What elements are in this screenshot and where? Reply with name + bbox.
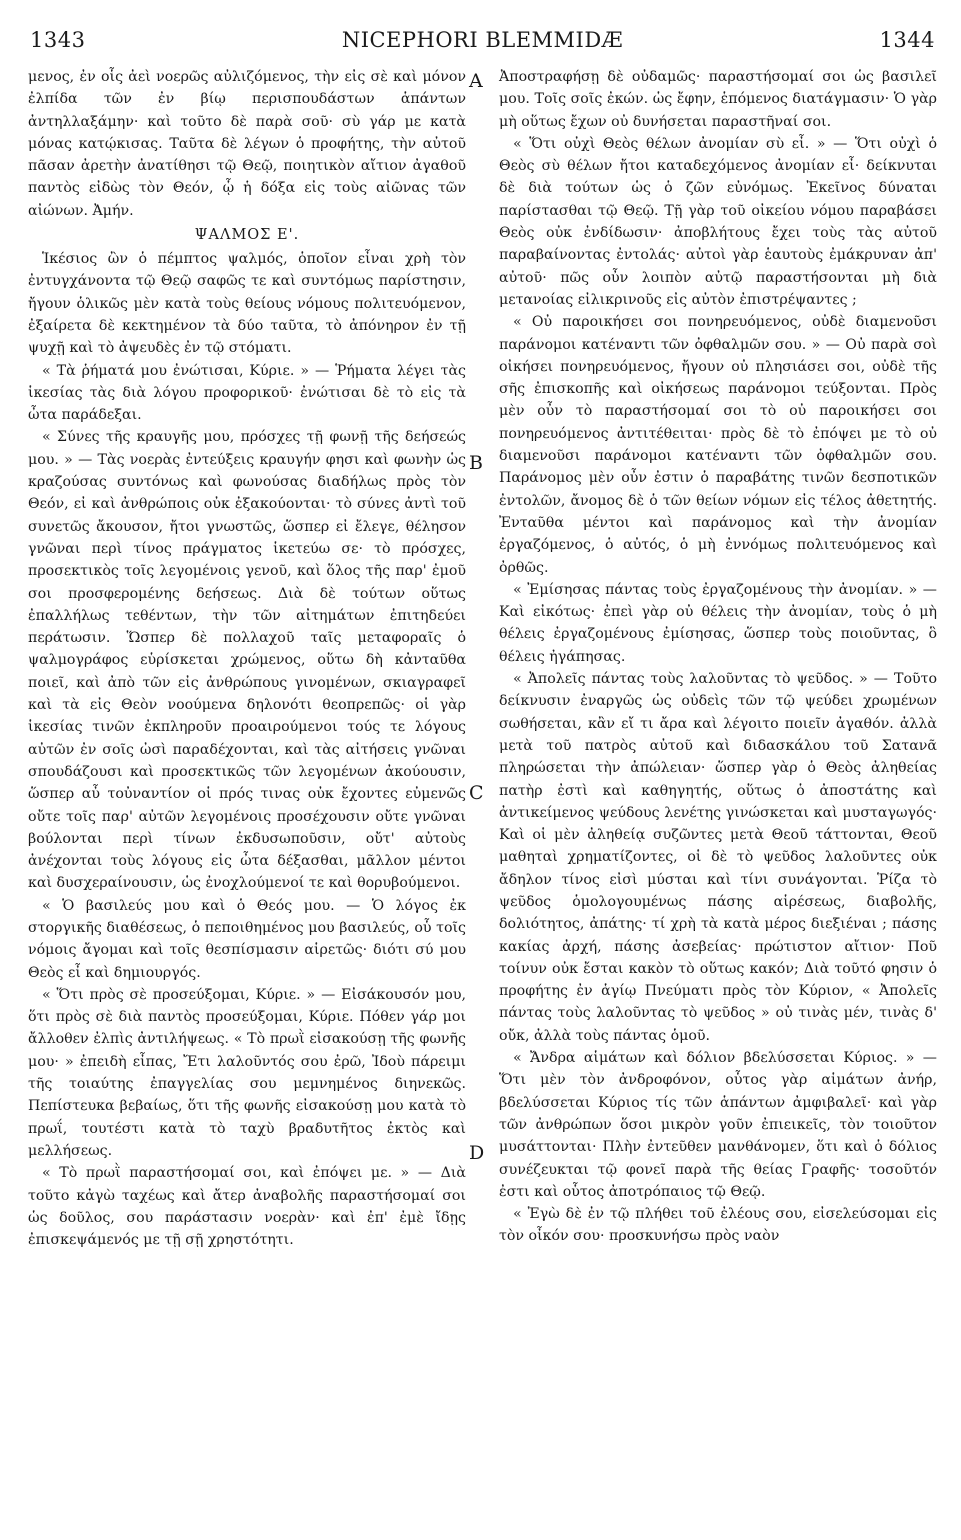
right-column [499, 66, 937, 1248]
paragraph: « Τὰ ῥήματά μου ἐνώτισαι, Κύριε. » — Ῥήματα λέγει τὰς ἱκεσίας τὰς διὰ λόγου προφορικοῦ· ἐνώτισαι δὲ τὸ εἰς τὰ ὦτα παράδεξαι. [28, 362, 466, 424]
paragraph: « Οὐ παροικήσει σοι πονηρευόμενος, οὐδὲ διαμενοῦσι παράνομοι κατέναντι τῶν ὀφθαλμῶν σου. » — Οὐ παρὰ σοὶ οἰκήσει πονηρευόμενος, ἤγουν οὐ πλησιάσει σοι, οὐδὲ τῆς σῆς ἐπισκοπῆς καὶ οἰκήσεως παράνομοι τεύξονται. Πρὸς μὲν οὖν τὸ παραστήσομαί σοι τὸ οὐ παροικήσει σοι πονηρευόμενος ἀντιτέθειται· πρὸς δὲ τὸ ἐπόψει με τὸ οὐ διαμενοῦσι παράνομοι κατέναντι τῶν ὀφθαλμῶν σου. Παράνομος μὲν οὖν ἐστιν ὁ παραβάτης τινῶν δεσποτικῶν ἐντολῶν, ἄνομος δὲ ὁ τῶν θείων νόμων εἰς τέλος ἀθετητής. Ἐνταῦθα μέντοι καὶ παράνομος καὶ τὴν ἀνομίαν ἐργαζόμενος, ὁ αὐτός, ὁ μὴ ἐννόμως πολιτευόμενος καὶ ὀρθῶς. [499, 314, 937, 576]
paragraph: « Ἄνδρα αἱμάτων καὶ δόλιον βδελύσσεται Κύριος. » — Ὅτι μὲν τὸν ἀνδροφόνον, οὗτος γὰρ αἱμάτων ἀνήρ, βδελύσσεται Κύριος τίς τῶν ἁπάντων ἀμφιβαλεῖ· καὶ γὰρ τῶν ἀνθρώπων ὅσοι μικρὸν γοῦν ἐπιεικεῖς, τὸν τοιοῦτον μυσάττονται· Πλὴν ἐντεῦθεν μανθάνομεν, ὅτι καὶ ὁ δόλιος συνέζευκται τῷ φονεῖ παρὰ τῆς θείας Γραφῆς· τοσοῦτόν ἐστι καὶ οὗτος ἀποτρόπαιος τῷ Θεῷ. [499, 1050, 937, 1200]
margin-marker-a: A [469, 70, 483, 92]
page-header [30, 28, 935, 58]
psalm-heading: ΨΑΛΜΟΣ Ε'. [194, 227, 300, 244]
page-number-left: 1343 [30, 28, 86, 52]
paragraph: « Ὅτι οὐχὶ Θεὸς θέλων ἀνομίαν σὺ εἶ. » — Ὅτι οὐχὶ ὁ Θεὸς σὺ θέλων ἤτοι καταδεχόμενος ἀνομίαν εἶ· δείκνυται δὲ διὰ τούτων ὡς ὁ ζῶν εὐνόμως. Ἐκεῖνος δύναται παρίστασθαι τῷ Θεῷ. Τῇ γὰρ τοῦ οἰκείου νόμου παραβάσει Θεὸς οὐκ ἐνδίδωσιν· ἀποβλήτους ἔχει τοὺς τὰς αὐτοῦ παραβαίνοντας ἐντολάς· αὐτοὶ γὰρ ἑαυτοὺς ἐμάκρυναν ἀπ' αὐτοῦ· πῶς οὖν λοιπὸν αὐτῷ παραστήσονται μὴ διὰ μετανοίας εἰλικρινοῦς εἰς αὐτὸν ἐπιστρέψαντες ; [499, 135, 937, 308]
page-number-right: 1344 [879, 28, 935, 52]
paragraph: « Ἐγὼ δὲ ἐν τῷ πλήθει τοῦ ἐλέους σου, εἰσελεύσομαι εἰς τὸν οἶκόν σου· προσκυνήσω πρὸς ναὸν [499, 1206, 937, 1245]
paragraph: μενος, ἐν οἷς ἀεὶ νοερῶς αὐλιζόμενος, τὴν εἰς σὲ καὶ μόνον ἐλπίδα τῶν ἐν βίῳ περισπουδάστων ἁπάντων ἀντηλλαξάμην· καὶ τοῦτο δὲ παρὰ σοῦ· σὺ γάρ με κατὰ μόνας κατῴκισας. Ταῦτα δὲ λέγων ὁ προφήτης, τὴν αὐτοῦ πᾶσαν ἀρετὴν ἀνατίθησι τῷ Θεῷ, ποιητικὸν αἴτιον ἀγαθοῦ παντὸς εἰδὼς τὸν Θεόν, ᾧ ἡ δόξα εἰς τοὺς αἰῶνας τῶν αἰώνων. Ἀμήν. [28, 69, 466, 219]
running-title: NICEPHORI BLEMMIDÆ [341, 28, 624, 52]
paragraph: « Ὅτι πρὸς σὲ προσεύξομαι, Κύριε. » — Εἰσάκουσόν μου, ὅτι πρὸς σὲ διὰ παντὸς προσεύξομαι, Κύριε. Πόθεν γάρ μοι ἄλλοθεν ἐλπὶς ἀντιλήψεως. « Τὸ πρωῒ εἰσακούσῃ τῆς φωνῆς μου· » ἐπειδὴ εἶπας, Ἔτι λαλοῦντός σου ἐρῶ, Ἰδοὺ πάρειμι τῆς τοιαύτης ἐπαγγελίας σου μεμνημένος διηνεκῶς. Πεπίστευκα βεβαίως, ὅτι τῆς φωνῆς εἰσακούσῃ μου κατὰ τὸ πρωΐ, τουτέστι κατὰ τὸ ταχὺ βραδυτῆτος ἐκτὸς καὶ μελλήσεως. [28, 986, 466, 1159]
margin-marker-c: C [469, 782, 484, 804]
paragraph: Ἀποστραφήσῃ δὲ οὐδαμῶς· παραστήσομαί σοι ὡς βασιλεῖ μου. Τοῖς σοῖς ἐκών. ὡς ἔφην, ἑπόμενος διατάγμασιν· Ὁ γὰρ μὴ οὕτως ἔχων οὐ δυνήσεται παραστῆναί σοι. [499, 69, 937, 130]
paragraph: Ἱκέσιος ὢν ὁ πέμπτος ψαλμός, ὁποῖον εἶναι χρὴ τὸν ἐντυγχάνοντα τῷ Θεῷ σαφῶς τε καὶ συντόμως παρίστησιν, ἤγουν ὁλικῶς μὲν κατὰ τοὺς θείους νόμους πολιτευόμενον, ἐξαίρετα δὲ κεκτημένον τὰ δύο ταῦτα, τὸ ἀπόνηρον ἐν τῇ ψυχῇ καὶ τὸ ἀψευδὲς ἐν τῷ στόματι. [28, 251, 466, 357]
paragraph: « Ἀπολεῖς πάντας τοὺς λαλοῦντας τὸ ψεῦδος. » — Τοῦτο δείκνυσιν ἐναργῶς ὡς οὐδεὶς τῶν τῷ ψεύδει χρωμένων σωθήσεται, κἂν εἴ τι ἄρα καὶ λέγοιτο ποιεῖν ἀγαθόν. ἀλλὰ μετὰ τοῦ πατρὸς αὐτοῦ καὶ διδασκάλου τοῦ Σατανᾶ πληρώσεται τὴν ἀπώλειαν· ὥσπερ γὰρ ὁ Θεὸς ἀληθείας πατὴρ ἐστὶ καὶ καθηγητής, οὕτως ὁ ἀποστάτης καὶ ἀντικείμενος ψεύδους λενέτης γινώσκεται καὶ μυσταγωγός· Καὶ οἱ μὲν ἀληθείᾳ συζῶντες μετὰ Θεοῦ τάττονται, Θεοῦ μαθηταὶ χρηματίζοντες, οἱ δὲ τὸ ψεῦδος λαλοῦντες οὐκ ἄδηλον τίνος εἰσὶ μύσται καὶ τίνι συνάγονται. Ῥίζα τὸ ψεῦδος ὁμολογουμένως πάσης αἱρέσεως, διαβολῆς, δολιότητος, ἀπάτης· τί χρὴ τὰ κατὰ μέρος διεξιέναι ; πάσης κακίας ἀρχή, πάσης ἀσεβείας· πρώτιστον αἴτιον· Ποῦ τοίνυν οὐκ ἔσται κακὸν τὸ οὕτως κακόν; Διὰ τοῦτό φησιν ὁ προφήτης ἐν ἁγίῳ Πνεύματι πρὸς τὸν Κύριον, « Ἀπολεῖς πάντας τοὺς λαλοῦντας τὸ ψεῦδος » οὐ τινὰς μέν, τινὰς δ' οὔκ, ἀλλὰ τοὺς πάντας ὁμοῦ. [499, 671, 937, 1044]
paragraph: « Τὸ πρωῒ παραστήσομαί σοι, καὶ ἐπόψει με. » — Διὰ τοῦτο κἀγὼ ταχέως καὶ ἄτερ ἀναβολῆς παραστήσομαί σοι ὡς δοῦλος, σου παράστασιν νοερὰν· καὶ ἐπ' ἐμὲ ἴδῃς ἐπισκεψάμενός με τῇ σῇ χρηστότητι. [28, 1165, 466, 1249]
margin-marker-d: D [469, 1142, 485, 1164]
paragraph: « Σύνες τῆς κραυγῆς μου, πρόσχες τῇ φωνῇ τῆς δεήσεώς μου. » — Τὰς νοερὰς ἐντεύξεις κραυγήν φησι καὶ φωνὴν ὡς κραζούσας συντόνως καὶ φωνούσας διαδήλως πρὸς τὸν Θεόν, εἰ καὶ ἀνθρώποις οὐκ ἐξακούονται· τὸ σύνες ἀντὶ τοῦ συνετῶς ἄκουσον, ἤτοι γνωστῶς, ὥσπερ εἰ ἔλεγε, θέλησον γνῶναι περὶ τίνος πράγματος ἱκετεύω σε· τὸ πρόσχες, προσεκτικὸς τοῖς λεγομένοις γενοῦ, καὶ ὅλος τῆς παρ' ἐμοῦ σοι προσφερομένης δεήσεως. Διὰ δὲ τούτων οὕτως ἐπαλλήλως τεθέντων, τὴν τῶν αἰτημάτων ἐπιτηδεύει περάτωσιν. Ὥσπερ δὲ πολλαχοῦ ταῖς μεταφοραῖς ὁ ψαλμογράφος εὑρίσκεται χρώμενος, οὕτω δὴ κἀνταῦθα ποιεῖ, καὶ ἀπὸ τῶν εἰς ἀνθρώπους γινομένων, σκιαγραφεῖ καὶ τὰ εἰς Θεὸν νοούμενα δηλονότι θεοπρεπῶς· οἱ γὰρ ἱκεσίας τινῶν ἐκπληροῦν προαιρούμενοι τούς τε λόγους αὐτῶν ἐν σοῖς ὠσὶ παραδέχονται, καὶ τὰς αἰτήσεις γνῶναι σπουδάζουσι καὶ προσεκτικῶς τῶν λεγομένων ἀκούουσιν, ὥσπερ αὖ τοὐναντίον οἱ πρός τινας οὐκ ἔχοντες εὐμενῶς οὔτε τοῖς παρ' αὐτῶν λεγομένοις προσέχουσιν οὔτε γνῶναι βούλονται περὶ τίνων ἐκδυσωποῦσιν, οὔτ' αὐτοὺς ἀνέχονται τοὺς λόγους εἰς ὦτα δέξασθαι, μᾶλλον μέντοι καὶ δυσχεραίνουσιν, ὡς ἐνοχλούμενοί τε καὶ θορυβούμενοι. [28, 429, 466, 892]
paragraph: « Ὁ βασιλεύς μου καὶ ὁ Θεός μου. — Ὁ λόγος ἐκ στοργικῆς διαθέσεως, ὁ πεποιθημένος μου βασιλεύς, οὗ τοῖς νόμοις ἄγομαι καὶ τοῖς θεσπίσμασιν αἱρετῶς· διότι σύ μου Θεὸς εἶ καὶ δημιουργός. [28, 897, 466, 981]
left-column [28, 66, 466, 1251]
paragraph: « Ἐμίσησας πάντας τοὺς ἐργαζομένους τὴν ἀνομίαν. » — Καὶ εἰκότως· ἐπεὶ γὰρ οὐ θέλεις τὴν ἀνομίαν, τοὺς ὁ μὴ θέλεις ἐργαζομένους ἐμίσησας, ὥσπερ τοὺς ποιοῦντας, ὃ θέλεις ἠγάπησας. [499, 581, 937, 665]
margin-marker-b: B [469, 452, 483, 474]
